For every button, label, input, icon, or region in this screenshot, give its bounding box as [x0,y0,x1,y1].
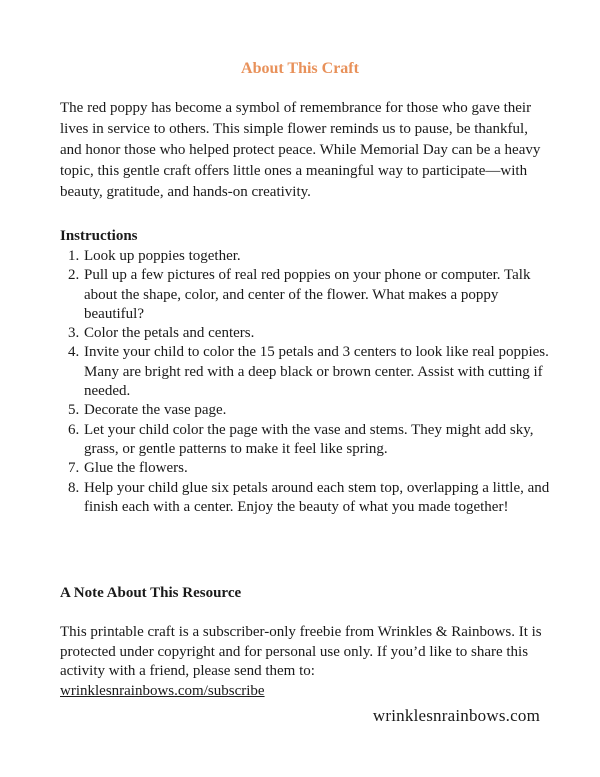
subscribe-link[interactable]: wrinklesnrainbows.com/subscribe [60,682,265,699]
instruction-step [60,401,550,420]
step-number: 6. [68,421,80,438]
step-number: 7. [68,460,80,477]
step-number: 5. [68,402,80,419]
note-paragraph [60,623,545,701]
step-number: 3. [68,325,80,342]
step-text: Help your child glue six petals around each stem top, overlapping a little, and finish each with a center. Enjoy the beauty of what you made together! [84,479,550,515]
note-heading: A Note About This Resource [60,585,242,601]
page-title: About This Craft [241,60,359,77]
step-text: Invite your child to color the 15 petals and 3 centers to look like real poppies. Many are bright red with a deep black or brown center. Assist with cutting if needed. [84,344,549,400]
step-number: 4. [68,344,80,361]
note-text: This printable craft is a subscriber-only freebie from Wrinkles & Rainbows. It is protected under copyright and for personal use only. If you’d like to share this activity with a friend, please send them to: [60,624,542,679]
step-number: 2. [68,267,80,284]
step-text: Let your child color the page with the vase and stems. They might add sky, grass, or gentle patterns to make it feel like spring. [84,421,534,457]
step-text: Look up poppies together. [84,248,241,264]
intro-paragraph: The red poppy has become a symbol of remembrance for those who gave their lives in service to others. This simple flower reminds us to pause, be thankful, and honor those who helped protect peace. While Memorial Day can be a heavy topic, this gentle craft offers little ones a meaningful way to participate—with beauty, gratitude, and hands-on creativity. [60,100,541,200]
instruction-step [60,459,550,478]
step-text: Glue the flowers. [84,460,188,477]
instructions-heading: Instructions [60,228,138,244]
instruction-step [60,421,550,460]
step-number: 8. [68,479,80,496]
instruction-step [60,266,550,324]
instruction-step [60,479,550,518]
step-text: Color the petals and centers. [84,325,255,342]
footer-website: wrinklesnrainbows.com [372,706,540,725]
step-text: Pull up a few pictures of real red poppies on your phone or computer. Talk about the shape, color, and center of the flower. What makes a poppy beautiful? [84,267,531,322]
instructions-list [60,247,550,517]
step-number: 1. [68,248,80,264]
instruction-step [60,247,550,266]
instruction-step [60,343,550,401]
instruction-step [60,324,550,343]
step-text: Decorate the vase page. [84,402,227,419]
